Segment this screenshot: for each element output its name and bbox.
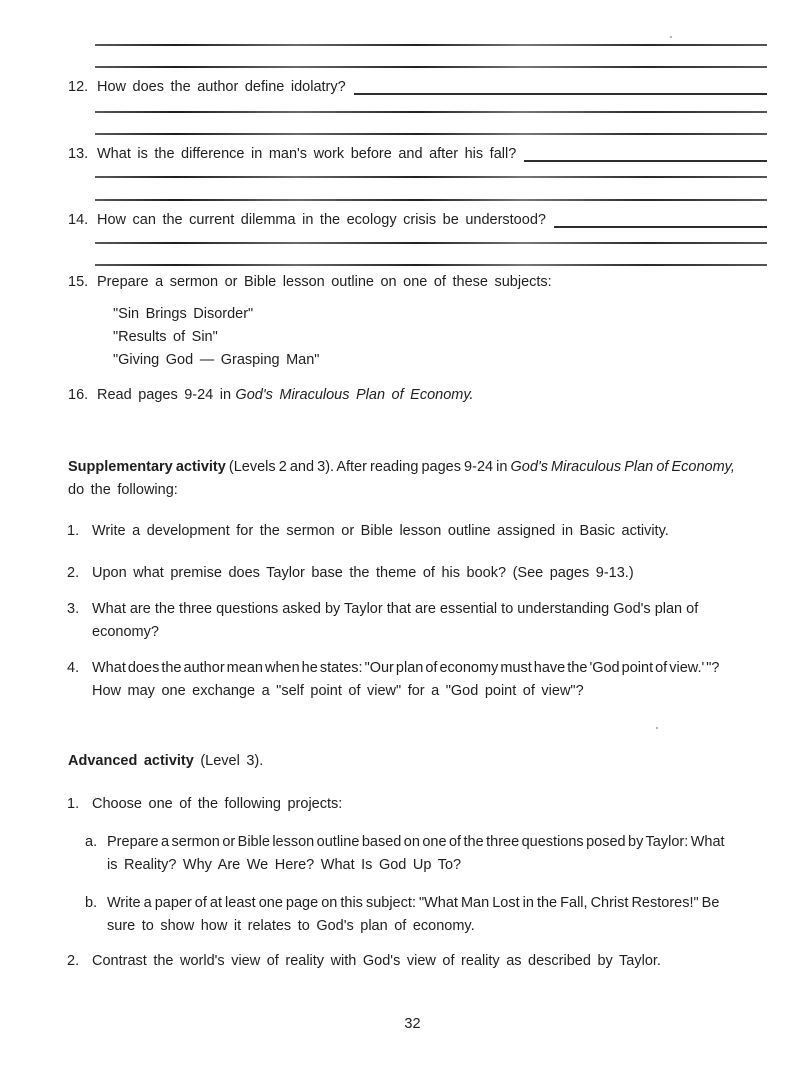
reading-assignment-text: Read pages 9-24 in [97,387,232,403]
question-text [97,384,474,406]
question-number: 12. [68,79,89,95]
heading-normal-text: (Levels 2 and 3). After reading pages 9-24 in [225,459,511,475]
sermon-subject: "Sin Brings Disorder" [113,306,254,322]
supplementary-item-2 [67,562,767,584]
list-letter: b. [85,895,98,911]
scan-speck [670,36,672,38]
list-item-text [92,657,767,703]
list-item-text [107,892,767,938]
list-item-text [107,831,767,877]
text-line: economy? [92,624,159,640]
supplementary-activity-heading [68,456,767,478]
supplementary-heading-line2: do the following: [68,482,178,498]
answer-ruled-line [95,111,767,113]
list-number: 1. [67,523,80,539]
answer-ruled-line [95,133,767,135]
question-text: What is the difference in man's work before and after his fall? [97,146,517,162]
list-item-text [92,598,767,644]
project-option-a [85,831,767,877]
answer-ruled-line [95,44,767,46]
book-title: God's Miraculous Plan of Economy, [510,459,735,475]
supplementary-item-1 [67,520,767,542]
question-number: 16. [68,387,89,403]
list-item-text: Choose one of the following projects: [92,796,343,812]
answer-ruled-line [95,66,767,68]
question-number: 14. [68,212,89,228]
page-number: 32 [404,1016,421,1032]
book-title: God's Miraculous Plan of Economy. [235,387,474,403]
advanced-item-2 [67,950,767,972]
list-item-text: Upon what premise does Taylor base the theme of his book? (See pages 9-13.) [92,565,634,581]
heading-bold-text: Advanced activity [68,753,194,769]
heading-normal-text: (Level 3). [193,753,264,769]
question-item-16 [68,384,767,406]
answer-blank-line [554,226,767,228]
answer-blank-line [524,160,767,162]
project-option-b [85,892,767,938]
question-item-14 [68,209,767,231]
heading-bold-text: Supplementary activity [68,459,226,475]
scan-speck [656,727,658,729]
list-letter: a. [85,834,98,850]
list-item-text: Write a development for the sermon or Bible lesson outline assigned in Basic activity. [92,523,669,539]
question-item-15 [68,271,767,293]
question-text: Prepare a sermon or Bible lesson outline on one of these subjects: [97,274,552,290]
list-number: 3. [67,601,80,617]
list-number: 2. [67,953,80,969]
text-line: Prepare a sermon or Bible lesson outline based on one of the three questions posed by Taylor: What [107,834,725,850]
answer-ruled-line [95,242,767,244]
question-text: How does the author define idolatry? [97,79,346,95]
list-number: 4. [67,660,80,676]
list-item-text: Contrast the world's view of reality with God's view of reality as described by Taylor. [92,953,661,969]
supplementary-item-3 [67,598,767,644]
text-line: sure to show how it relates to God's plan of economy. [107,918,475,934]
question-number: 13. [68,146,89,162]
question-item-13 [68,143,767,165]
text-line: What are the three questions asked by Taylor that are essential to understanding God's plan of [92,601,699,617]
sermon-subject: "Results of Sin" [113,329,218,345]
answer-ruled-line [95,176,767,178]
supplementary-item-4 [67,657,767,703]
advanced-item-1 [67,793,767,815]
list-number: 1. [67,796,80,812]
text-line: How may one exchange a "self point of view" for a "God point of view"? [92,683,584,699]
list-number: 2. [67,565,80,581]
question-text: How can the current dilemma in the ecology crisis be understood? [97,212,546,228]
sermon-subject: "Giving God — Grasping Man" [113,352,320,368]
question-number: 15. [68,274,89,290]
answer-ruled-line [95,264,767,266]
advanced-activity-heading [68,750,767,772]
answer-blank-line [354,93,767,95]
text-line: is Reality? Why Are We Here? What Is God Up To? [107,857,462,873]
sermon-subject-list [113,303,319,372]
answer-ruled-line [95,199,767,201]
text-line: Write a paper of at least one page on this subject: "What Man Lost in the Fall, Christ Restores!" Be [107,895,720,911]
question-item-12 [68,76,767,98]
text-line: What does the author mean when he states: "Our plan of economy must have the 'God point of view.' "? [92,660,720,676]
